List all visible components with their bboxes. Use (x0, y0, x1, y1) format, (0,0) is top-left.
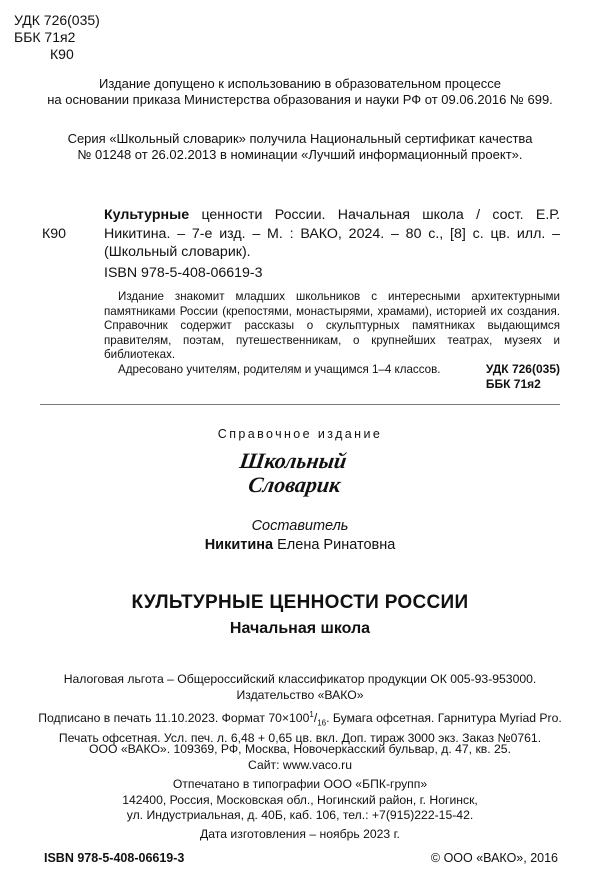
udk-code: УДК 726(035) (14, 12, 100, 28)
annotation-paragraph-1: Издание знакомит младших школьников с интересными архитектурными памятниками России (крепостями, монастырями, храмами), историей их создания. Справочник содержит рассказы о скульптурных памятниках выдающимся правителям, поэтам, путешественникам, о крупнейших театрах, музеях и библиотеках. (104, 290, 560, 362)
compiler-surname: Никитина (204, 537, 274, 553)
compiler-name (0, 537, 600, 553)
bbk-code-right: ББК 71я2 (485, 377, 541, 391)
bbk-code: ББК 71я2 (14, 29, 76, 45)
compiler-title: Составитель (251, 518, 349, 534)
bib-author-mark: К90 (42, 225, 67, 242)
series-logo (232, 446, 362, 498)
bibliographic-record (42, 206, 560, 262)
divider (40, 404, 560, 405)
printer-info (0, 777, 600, 824)
print-line-1-a: Подписано в печать 11.10.2023. Формат 70×100 (38, 711, 310, 726)
book-subtitle: Начальная школа (229, 620, 371, 637)
annotation-paragraph-2: Адресовано учителям, родителям и учащимся 1–4 классов. (118, 362, 441, 376)
series-logo-graphic (232, 446, 362, 498)
format-fraction-den: 16 (317, 718, 327, 728)
logo-line-2: Словарик (246, 472, 343, 497)
classification-codes-right (486, 362, 560, 392)
print-line-1-b: . Бумага офсетная. Гарнитура Myriad Pro. (326, 711, 562, 726)
printer-line-1: Отпечатано в типографии ООО «БПК-групп» (172, 777, 428, 791)
bib-details: ценности России. Начальная школа / сост. Е.Р. Никитина. – 7-е изд. – М. : ВАКО, 2024. – 80 с., [8] с. цв. илл. – (Школьный словарик). (104, 207, 560, 260)
tax-line-2: Издательство «ВАКО» (236, 687, 364, 702)
tax-line-1: Налоговая льгота – Общероссийский классификатор продукции ОК 005-93-953000. (63, 672, 537, 686)
approval-line-2: на основании приказа Министерства образования и науки РФ от 09.06.2016 № 699. (47, 92, 553, 107)
compiler-given-name: Елена Ринатовна (277, 537, 396, 553)
print-line-1: Подписано в печать 11.10.2023. Формат $70\times 100^1/_{16}$. Бумага офсетная. Гарнитура Myriad Pro. (38, 710, 562, 728)
format-fraction-num: 1 (309, 710, 314, 719)
publisher-info (0, 742, 600, 773)
publisher-line-1: ООО «ВАКО». 109369, РФ, Москва, Новочеркасский бульвар, д. 47, кв. 25. (89, 742, 511, 756)
certificate-line-1: Серия «Школьный словарик» получила Национальный сертификат качества (67, 131, 533, 146)
footer-copyright: © ООО «ВАКО», 2016 (430, 851, 558, 865)
manufacture-date: Дата изготовления – ноябрь 2023 г. (200, 827, 400, 841)
series-label: Справочное издание (217, 427, 383, 441)
book-title: КУЛЬТУРНЫЕ ЦЕННОСТИ РОССИИ (131, 592, 469, 613)
printer-line-2: 142400, Россия, Московская обл., Ногинский район, г. Ногинск, (122, 792, 478, 807)
udk-code-right: УДК 726(035) (485, 362, 560, 376)
approval-notice (0, 76, 600, 108)
print-info (0, 707, 600, 747)
publisher-website: Сайт: www.vaco.ru (248, 757, 352, 772)
bib-description (104, 206, 560, 262)
bib-title-bold: Культурные (104, 207, 190, 223)
logo-line-1: Школьный (238, 448, 349, 473)
classification-codes (14, 12, 100, 63)
isbn-top: ISBN 978-5-408-06619-3 (104, 265, 263, 281)
certificate-line-2: № 01248 от 26.02.2013 в номинации «Лучший информационный проект». (77, 147, 523, 162)
certificate-notice (0, 131, 600, 163)
footer-isbn: ISBN 978-5-408-06619-3 (44, 851, 185, 865)
author-mark: К90 (50, 46, 74, 62)
print-line-2: Печать офсетная. Усл. печ. л. 6,48 + 0,65 цв. вкл. Доп. тираж 3000 экз. Заказ №0761. (58, 731, 542, 746)
tax-info (0, 672, 600, 703)
approval-line-1: Издание допущено к использованию в образовательном процессе (99, 76, 501, 91)
printer-line-3: ул. Индустриальная, д. 40Б, каб. 106, тел.: +7(915)222-15-42. (126, 808, 474, 823)
